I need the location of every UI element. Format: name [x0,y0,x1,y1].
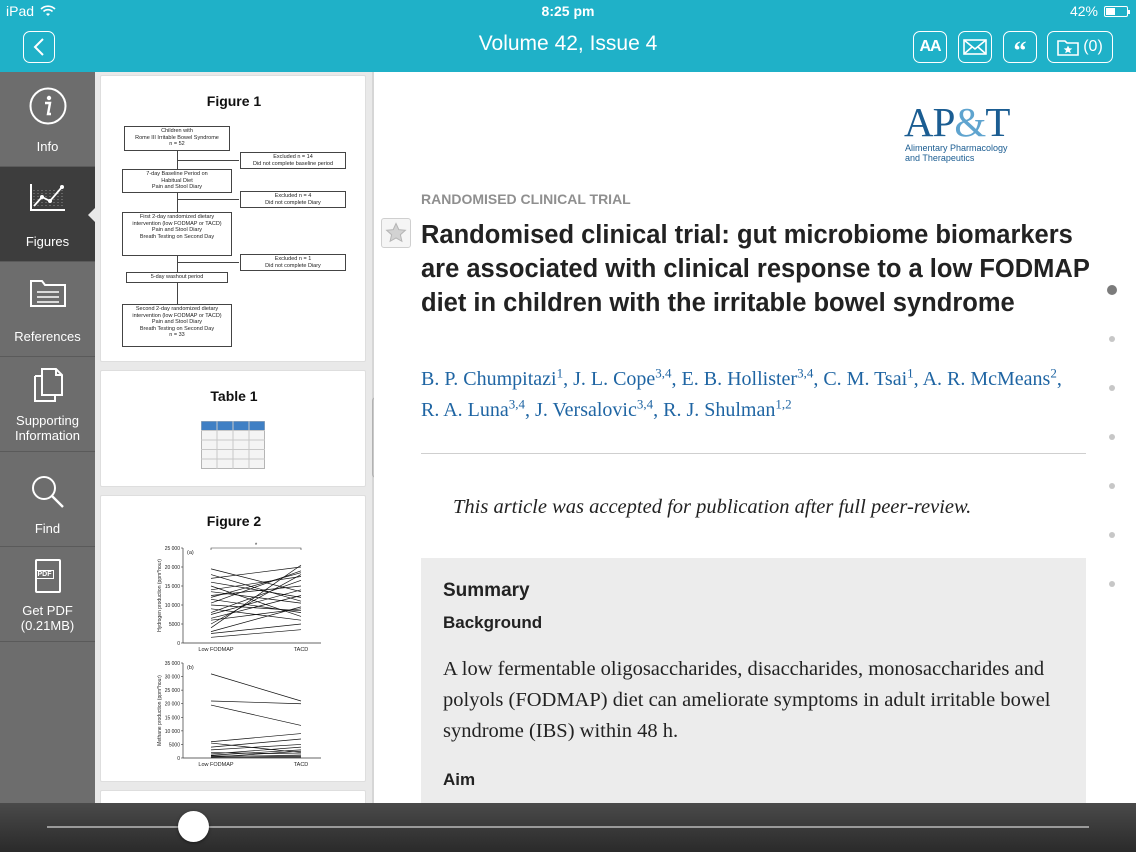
author-name[interactable]: C. M. Tsai$^1$ [823,365,914,390]
clock: 8:25 pm [541,3,595,19]
page-dot[interactable] [1109,581,1115,587]
page-slider-thumb[interactable] [178,811,209,842]
tick-label: 25 000 [164,546,180,552]
figures-panel [95,72,372,803]
series-line [211,569,301,592]
figure-1-card[interactable] [100,75,366,362]
author-affiliation: 1 [556,365,564,381]
tick-label: TACD [293,762,309,768]
saved-count: (0) [1083,38,1103,55]
panel-label: (b) [187,665,194,671]
flow-box: Children with Rome III Irritable Bowel Syndrome n = 52 [124,126,230,151]
tick-label: 5000 [168,622,180,628]
flow-box: 5-day washout period [126,272,228,283]
journal-logo: AP&T [904,99,1010,145]
flow-box: Excluded n = 14 Did not complete baseline period [240,152,346,169]
folder-star-icon [1057,38,1079,56]
sidebar-item-info[interactable] [0,72,95,167]
series-line [211,575,301,624]
author-name[interactable]: R. A. Luna$^{3,4}$ [421,396,526,421]
sidebar-label-info: Info [36,139,59,154]
info-icon [28,86,68,126]
series-line [211,571,301,603]
significance-mark: * [254,543,258,549]
axis-label: Methane production (ppm*hour) [157,675,163,746]
series-line [211,674,301,701]
tick-label: 30 000 [164,674,180,681]
flow-box: Excluded n = 1 Did not complete Diary [240,254,346,271]
tick-label: 25 000 [164,688,180,695]
device-name: iPad [6,3,35,19]
author-name[interactable]: A. R. McMeans$^2$ [922,365,1057,390]
background-text: A low fermentable oligosaccharides, disaccharides, monosaccharides and polyols (FODMAP) diet can ameliorate symptoms in adult irritable bowel syndrome (IBS) within 48 h. [443,658,1051,742]
flow-box: Excluded n = 4 Did not complete Diary [240,191,346,208]
author-name[interactable]: J. L. Cope$^{3,4}$ [573,365,672,390]
sidebar-label-references: References [14,329,81,344]
quote-icon: “ [1013,36,1027,65]
article-section: RANDOMISED CLINICAL TRIAL [421,191,631,207]
page-dot[interactable] [1109,434,1115,440]
author-affiliation: 3,4 [508,396,526,412]
author-list: B. P. Chumpitazi$^1$, J. L. Cope$^{3,4}$, E. B. Hollister$^{3,4}$, C. M. Tsai$^1$, A. R. McMeans$^2$, R. A. Luna$^{3,4}$, J. Versalovic$^{3,4}$, R. J. Shulman$^{1,2}$ [421,365,1062,421]
battery-icon [1104,6,1128,17]
figure-2-title: Figure 2 [206,513,262,529]
table-1-title: Table 1 [210,388,258,404]
sidebar-label-figures: Figures [25,234,70,249]
series-line [211,630,301,638]
article-view [374,72,1136,803]
series-line [211,701,301,704]
author-affiliation: 3,4 [797,365,814,381]
pdf-icon: PDF [35,559,61,593]
battery-fill [1106,8,1115,15]
series-line [211,582,301,597]
peer-review-note: This article was accepted for publication after full peer-review. [453,496,972,518]
aim-heading: Aim [443,770,476,789]
folder-icon [28,276,68,310]
tick-label: 15 000 [164,584,180,590]
tick-label: TACD [293,647,309,653]
flow-box: 7-day Baseline Period on Habitual Diet Pain and Stool Diary [122,169,232,193]
flow-box: Second 2-day randomized dietary intervention (low FODMAP or TACD) Pain and Stool Diary Breath Testing on Second Day n = 33 [122,304,232,347]
star-icon [385,222,407,244]
table-icon [201,421,265,469]
tick-label: 0 [177,756,180,762]
page-dot[interactable] [1109,385,1115,391]
tick-label: 0 [177,641,180,647]
status-bar [0,0,1136,22]
author-name[interactable]: J. Versalovic$^{3,4}$ [535,396,654,421]
battery-percentage: 42% [1069,3,1098,19]
author-affiliation: 3,4 [655,365,672,381]
sidebar-label-get-pdf: Get PDF (0.21MB) [20,603,75,633]
tick-label: 15 000 [164,715,180,722]
favorite-button[interactable] [381,218,411,248]
sidebar-label-find: Find [34,521,61,536]
sidebar-label-supporting-information: Supporting Information [14,413,81,443]
sidebar [0,72,95,803]
envelope-icon [963,39,987,55]
journal-name: Alimentary Pharmacology and Therapeutics [905,143,1008,163]
summary-heading: Summary [443,580,530,601]
author-name[interactable]: E. B. Hollister$^{3,4}$ [681,365,814,390]
cite-button[interactable] [1003,31,1037,63]
background-heading: Background [443,613,543,632]
series-line [211,624,301,634]
author-affiliation: 1,2 [775,396,792,412]
tick-label: 35 000 [164,661,180,667]
sidebar-item-references[interactable] [0,262,95,357]
author-name[interactable]: R. J. Shulman$^{1,2}$ [663,396,792,421]
panel-label: (a) [187,550,194,556]
page-dot[interactable] [1109,532,1115,538]
search-icon [30,474,66,510]
saved-articles-button[interactable] [1047,31,1113,63]
bottom-bar [0,803,1136,852]
series-line [211,744,301,749]
sidebar-item-find[interactable] [0,452,95,547]
page-dot[interactable] [1109,483,1115,489]
page-dot[interactable] [1109,336,1115,342]
tick-label: 10 000 [164,603,180,609]
author-affiliation: 1 [907,365,914,381]
figure-2-card[interactable] [100,495,366,782]
tick-label: Low FODMAP [198,647,234,653]
figure-1-title: Figure 1 [206,93,262,109]
email-button[interactable] [958,31,992,63]
author-name[interactable]: B. P. Chumpitazi$^1$ [421,365,564,390]
article-title: Randomised clinical trial: gut microbiome biomarkers are associated with clinical response to a low FODMAP diet in children with the irritable bowel syndrome [421,221,1090,317]
tick-label: 20 000 [164,701,180,708]
author-affiliation: 2 [1050,365,1057,381]
series-line [211,705,301,725]
issue-title: Volume 42, Issue 4 [478,32,658,55]
tick-label: 20 000 [164,565,180,571]
chart-icon [28,181,68,213]
font-size-button[interactable] [913,31,947,63]
sidebar-item-figures[interactable] [0,167,95,262]
tick-label: 5000 [168,742,180,749]
tick-label: 10 000 [164,728,180,735]
author-affiliation: 3,4 [636,396,654,412]
font-size-icon: AA [919,38,941,55]
flow-box: First 2-day randomized dietary intervention (low FODMAP or TACD) Pain and Stool Diary Breath Testing on Second Day [122,212,232,256]
documents-icon [31,367,65,403]
figure-2-chart [101,536,367,781]
navigation-bar [0,22,1136,72]
next-figure-card[interactable] [100,790,366,803]
divider-line [421,453,1086,454]
sidebar-item-get-pdf[interactable] [0,547,95,642]
summary-section [421,558,1086,803]
sidebar-item-supporting-information[interactable] [0,357,95,452]
axis-label: Hydrogen production (ppm*hour) [157,559,163,632]
page-dot[interactable] [1107,285,1117,295]
table-1-card[interactable] [100,370,366,487]
tick-label: Low FODMAP [198,762,234,768]
